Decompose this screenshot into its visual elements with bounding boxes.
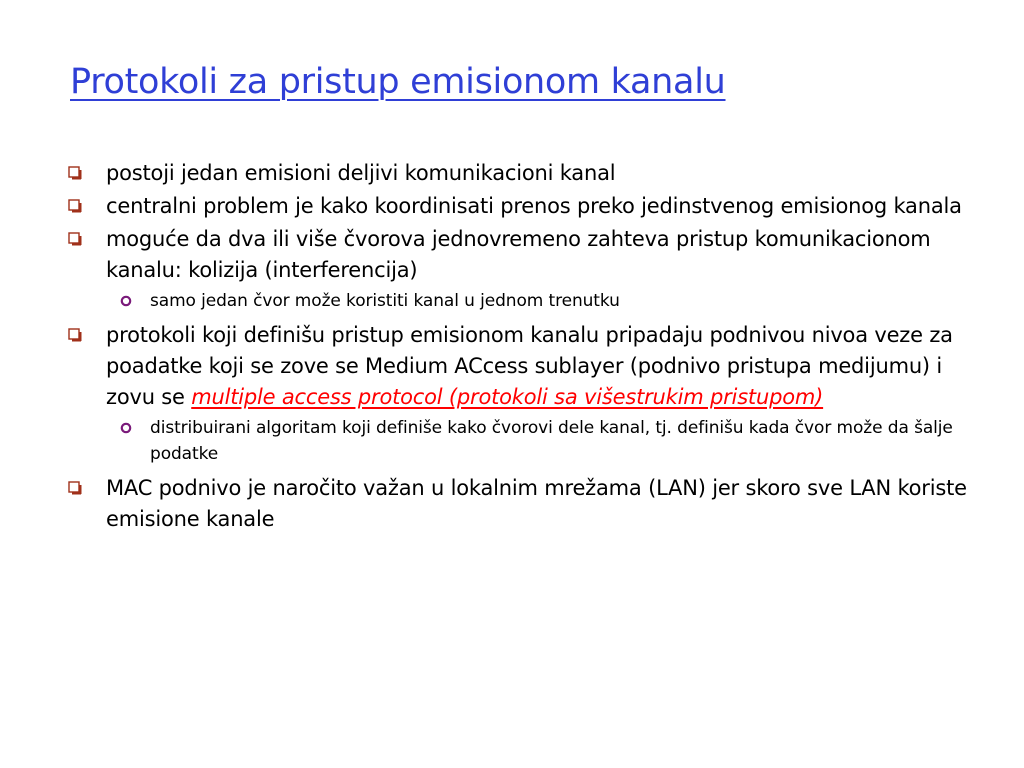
- sub-bullet-item: [68, 288, 968, 314]
- bullet-text: MAC podnivo je naročito važan u lokalnim mrežama (LAN) jer skoro sve LAN koriste emisione kanale: [106, 476, 967, 531]
- bullet-item: [68, 158, 968, 189]
- bullet-list: [68, 158, 968, 537]
- bullet-item: [68, 191, 968, 222]
- checkbox-square-icon: [68, 481, 82, 495]
- ring-circle-icon: [120, 295, 132, 307]
- bullet-text: centralni problem je kako koordinisati prenos preko jedinstvenog emisionog kanala: [106, 194, 962, 218]
- bullet-item: [68, 320, 968, 413]
- bullet-text: protokoli koji definišu pristup emisionom kanalu pripadaju podnivou nivoa veze za poadatke koji se zove se Medium ACcess sublayer (podnivo pristupa medijumu) i zovu se: [106, 323, 953, 409]
- slide-title: Protokoli za pristup emisionom kanalu: [70, 62, 726, 102]
- bullet-text: postoji jedan emisioni deljivi komunikacioni kanal: [106, 161, 616, 185]
- sub-bullet-text: samo jedan čvor može koristiti kanal u jednom trenutku: [150, 291, 620, 311]
- checkbox-square-icon: [68, 232, 82, 246]
- checkbox-square-icon: [68, 199, 82, 213]
- sub-bullet-item: [68, 415, 968, 467]
- bullet-text: moguće da dva ili više čvorova jednovremeno zahteva pristup komunikacionom kanalu: kolizija (interferencija): [106, 227, 931, 282]
- multiple-access-link[interactable]: multiple access protocol (protokoli sa višestrukim pristupom): [191, 385, 824, 409]
- checkbox-square-icon: [68, 166, 82, 180]
- ring-circle-icon: [120, 422, 132, 434]
- checkbox-square-icon: [68, 328, 82, 342]
- sub-bullet-text: distribuirani algoritam koji definiše kako čvorovi dele kanal, tj. definišu kada čvor može da šalje podatke: [150, 418, 953, 464]
- bullet-item: [68, 224, 968, 286]
- bullet-item: [68, 473, 968, 535]
